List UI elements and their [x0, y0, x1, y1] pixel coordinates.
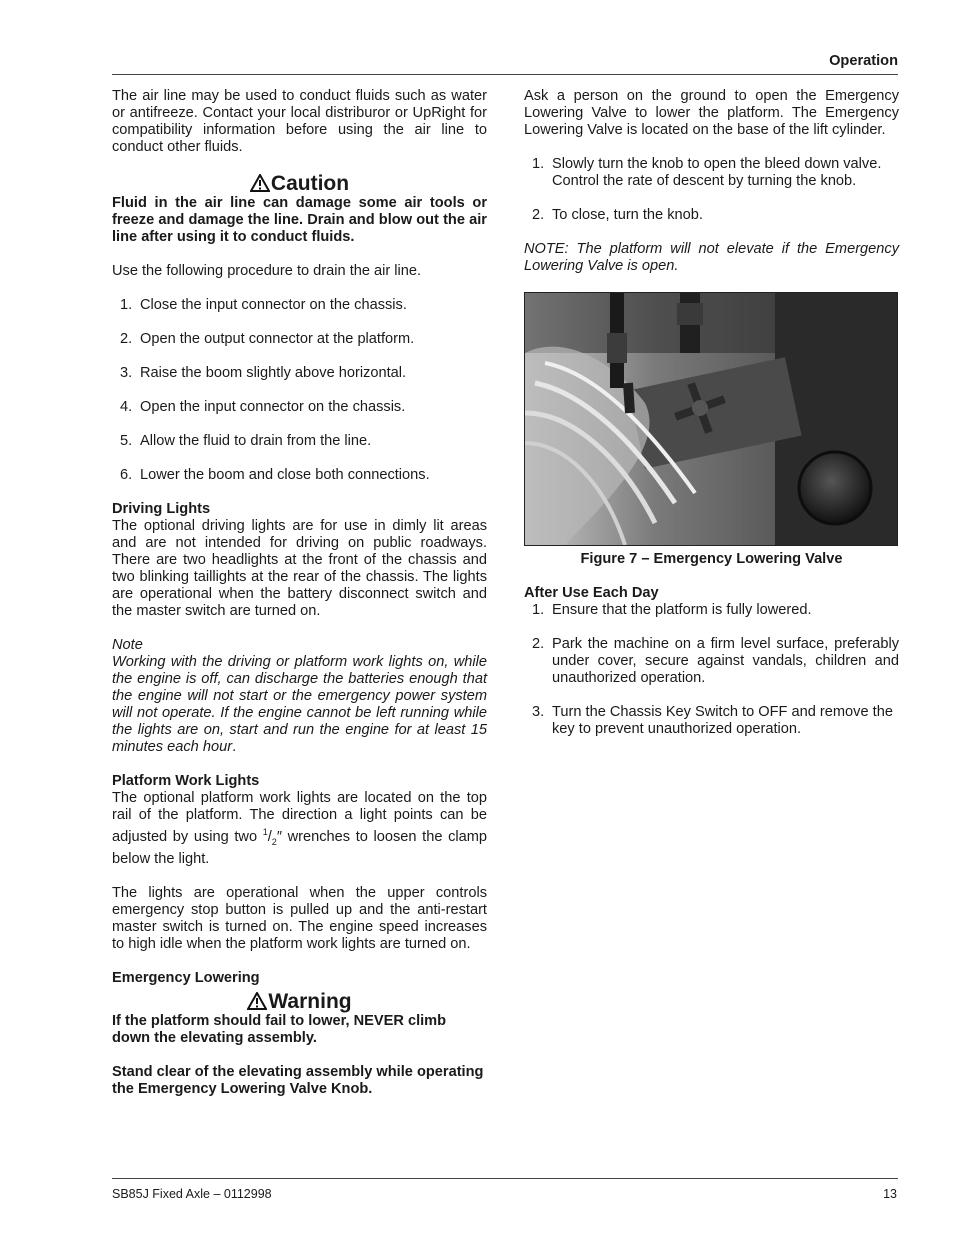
after-use-steps-list	[524, 602, 899, 738]
footer-document-id: SB85J Fixed Axle – 0112998	[112, 1187, 272, 1201]
drain-intro: Use the following procedure to drain the air line.	[112, 263, 422, 279]
right-column	[524, 88, 899, 755]
warning-label: Warning	[268, 989, 352, 1013]
list-item: 2. Park the machine on a firm level surface, preferably under cover, secure against vandals, children and unauthorized operation.	[532, 636, 899, 686]
caution-title	[112, 173, 487, 195]
emergency-lowering-intro: Ask a person on the ground to open the Emergency Lowering Valve to lower the platform. The Emergency Lowering Valve is located on the base of the lift cylinder.	[524, 88, 899, 138]
header-rule	[112, 74, 898, 75]
list-item: 4. Open the input connector on the chassis.	[120, 399, 406, 415]
list-item: 3. Turn the Chassis Key Switch to OFF and remove the key to prevent unauthorized operation.	[532, 704, 893, 737]
list-item: 2. Open the output connector at the platform.	[120, 331, 415, 347]
figure-caption: Figure 7 – Emergency Lowering Valve	[580, 551, 843, 567]
warning-text-1: If the platform should fail to lower, NEVER climb down the elevating assembly.	[112, 1012, 447, 1046]
warning-triangle-icon	[250, 174, 270, 192]
emergency-lowering-heading: Emergency Lowering	[112, 969, 260, 986]
warning-text-2: Stand clear of the elevating assembly while operating the Emergency Lowering Valve Knob.	[112, 1063, 484, 1097]
list-item: 6. Lower the boom and close both connections.	[120, 467, 430, 483]
platform-work-lights-text: The optional platform work lights are located on the top rail of the platform. The direction a light points can be adjusted by using two $^1/_2''$ wrenches to loosen the clamp below the light.	[112, 790, 487, 867]
section-title: Operation	[829, 53, 898, 69]
note-text: Working with the driving or platform work lights on, while the engine is off, can discharge the batteries enough that the engine will not start or the emergency power system will not operate. If the engine cannot be left running while the lights are on, start and run the engine for at least 15 minutes each hour.	[112, 654, 487, 755]
after-use-heading: After Use Each Day	[524, 585, 659, 601]
lowering-note: NOTE: The platform will not elevate if the Emergency Lowering Valve is open.	[524, 241, 899, 274]
platform-work-lights-heading: Platform Work Lights	[112, 773, 260, 789]
caution-text: Fluid in the air line can damage some air tools or freeze and damage the line. Drain and blow out the air line after using it to conduct fluids.	[112, 195, 487, 245]
drain-steps-list	[112, 297, 487, 484]
list-item: 1. Slowly turn the knob to open the bleed down valve. Control the rate of descent by turning the knob.	[532, 156, 882, 189]
list-item: 1. Ensure that the platform is fully lowered.	[532, 602, 812, 618]
air-line-intro: The air line may be used to conduct fluids such as water or antifreeze. Contact your local distriburor or UpRight for compatibility information before using the air line to conduct other fluids.	[112, 88, 487, 155]
emergency-lowering-valve-photo	[524, 292, 898, 546]
list-item: 1. Close the input connector on the chassis.	[120, 297, 407, 313]
list-item: 2. To close, turn the knob.	[532, 207, 703, 223]
page-number: 13	[883, 1187, 897, 1201]
driving-lights-text: The optional driving lights are for use in dimly lit areas and are not intended for driving on public roadways. There are two headlights at the front of the chassis and two blinking taillights at the rear of the chassis. The lights are operational when the battery disconnect switch and the master switch are turned on.	[112, 518, 487, 619]
driving-lights-heading: Driving Lights	[112, 501, 211, 517]
list-item: 3. Raise the boom slightly above horizontal.	[120, 365, 407, 381]
lowering-steps-list	[524, 156, 899, 224]
caution-label: Caution	[270, 172, 350, 195]
footer-rule	[112, 1178, 898, 1179]
warning-title	[112, 991, 487, 1013]
note-label: Note	[112, 637, 143, 653]
warning-triangle-icon	[247, 992, 267, 1010]
left-column	[112, 88, 487, 1115]
list-item: 5. Allow the fluid to drain from the line.	[120, 433, 372, 449]
platform-work-lights-text-2: The lights are operational when the upper controls emergency stop button is pulled up and the anti-restart master switch is turned on. The engine speed increases to high idle when the platform work lights are turned on.	[112, 884, 487, 952]
